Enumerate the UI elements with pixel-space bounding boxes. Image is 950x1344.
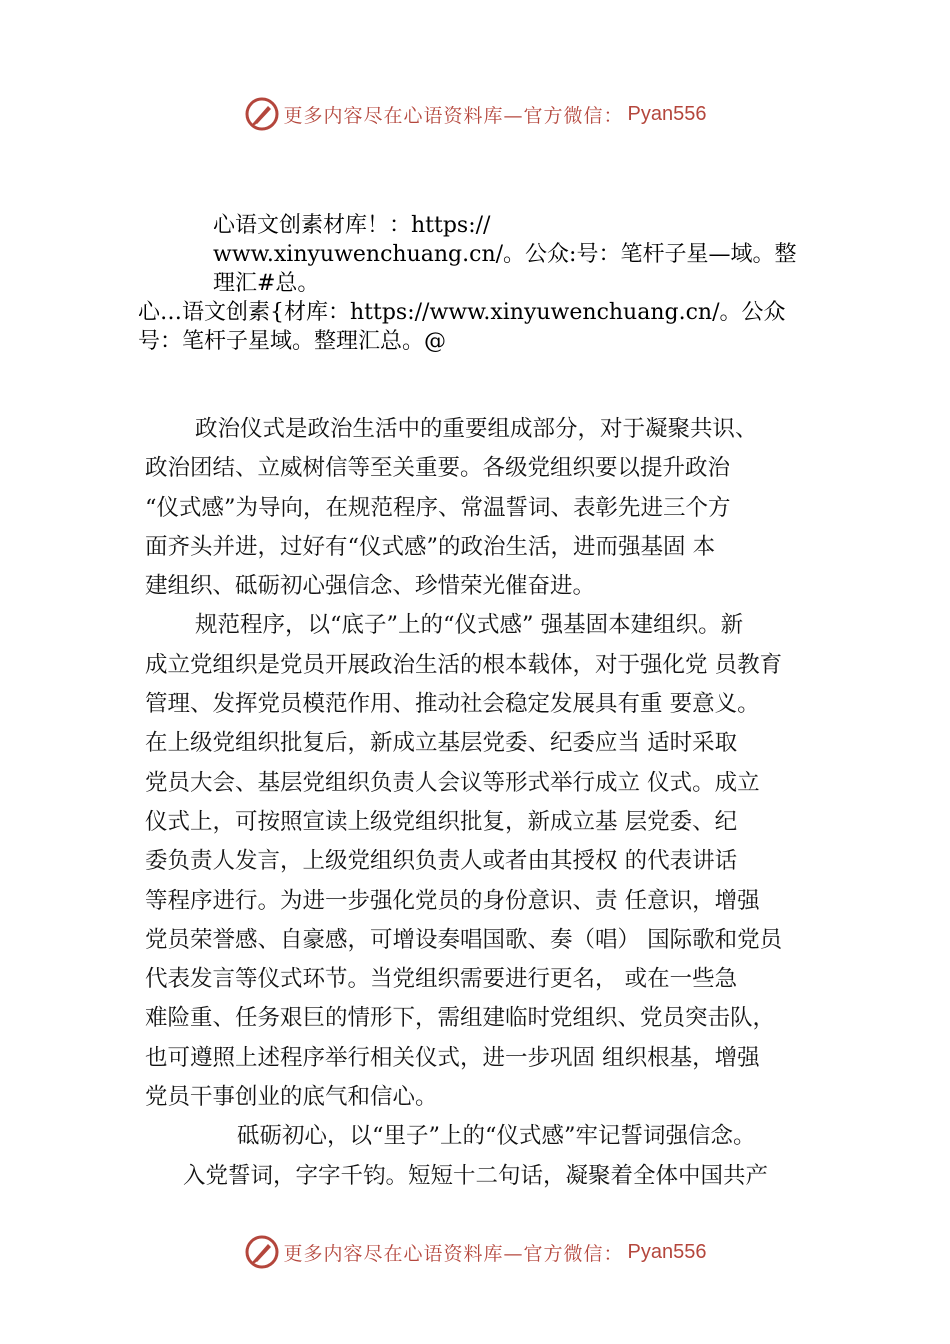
p2-line: 在上级党组织批复后，新成立基层党委、纪委应当 适时采取: [145, 730, 738, 757]
banner-wechat-id: Pyan556: [627, 102, 707, 125]
banner-text: 更多内容尽在心语资料库—官方微信：: [283, 1242, 624, 1265]
p2-line: 党员荣誉感、自豪感，可增设奏唱国歌、奏（唱） 国际歌和党员: [145, 926, 783, 953]
p1-line: “仪式感”为导向，在规范程序、常温誓词、表彰先进三个方: [145, 494, 731, 521]
p1-line: 政治仪式是政治生活中的重要组成部分，对于凝聚共识、: [195, 416, 758, 442]
p1-line: 面齐头并进，过好有“仪式感”的政治生活，进而强基固 本: [145, 533, 716, 560]
p2-line: 代表发言等仪式环节。当党组织需要进行更名， 或在一些急: [145, 966, 738, 993]
p2-line: 等程序进行。为进一步强化党员的身份意识、责 任意识，增强: [145, 887, 760, 914]
p2-line: 仪式上，可按照宣读上级党组织批复，新成立基 层党委、纪: [145, 808, 738, 835]
p1-line: 政治团结、立威树信等至关重要。各级党组织要以提升政治: [145, 455, 731, 482]
paragraph-1: [145, 410, 835, 606]
header-line-5: 号：笔杆子星域。整理汇总。@: [138, 329, 447, 354]
p2-line: 管理、发挥党员模范作用、推动社会稳定发展具有重 要意义。: [145, 691, 760, 718]
article-body: [145, 410, 835, 1196]
banner-wechat-id: Pyan556: [627, 1240, 707, 1263]
p2-line: 党员干事创业的底气和信心。: [145, 1084, 438, 1111]
paragraph-4: 入党誓词，字字千钧。短短十二句话，凝聚着全体中国共产: [183, 1162, 769, 1189]
header-line-1: 心语文创素材库！：https://: [213, 213, 491, 238]
bottom-banner: [0, 1232, 950, 1272]
p1-line: 建组织、砥砺初心强信念、珍惜荣光催奋进。: [145, 573, 596, 600]
brush-seal-icon: [244, 96, 280, 132]
paragraph-3: 砥砺初心，以“里子”上的“仪式感”牢记誓词强信念。: [237, 1123, 756, 1150]
p2-line: 难险重、任务艰巨的情形下，需组建临时党组织、党员突击队，: [145, 1005, 776, 1032]
p2-line: 规范程序，以“底子”上的“仪式感” 强基固本建组织。新: [195, 612, 744, 639]
p2-line: 也可遵照上述程序举行相关仪式，进一步巩固 组织根基，增强: [145, 1044, 760, 1071]
p2-line: 党员大会、基层党组织负责人会议等形式举行成立 仪式。成立: [145, 769, 760, 796]
banner-text: 更多内容尽在心语资料库—官方微信：: [283, 104, 624, 127]
paragraph-2: [145, 606, 835, 1117]
p2-line: 委负责人发言，上级党组织负责人或者由其授权 的代表讲话: [145, 848, 738, 875]
header-line-2: www.xinyuwenchuang.cn/。公众:号：笔杆子星—域。整: [213, 242, 797, 267]
p2-line: 成立党组织是党员开展政治生活的根本载体，对于强化党 员教育: [145, 651, 783, 678]
top-banner: [0, 94, 950, 134]
header-line-4: 心…语文创素{材库：https://www.xinyuwenchuang.cn/。公众: [138, 300, 786, 325]
header-line-3: 理汇#总。: [213, 271, 320, 296]
brush-seal-icon: [244, 1234, 280, 1270]
